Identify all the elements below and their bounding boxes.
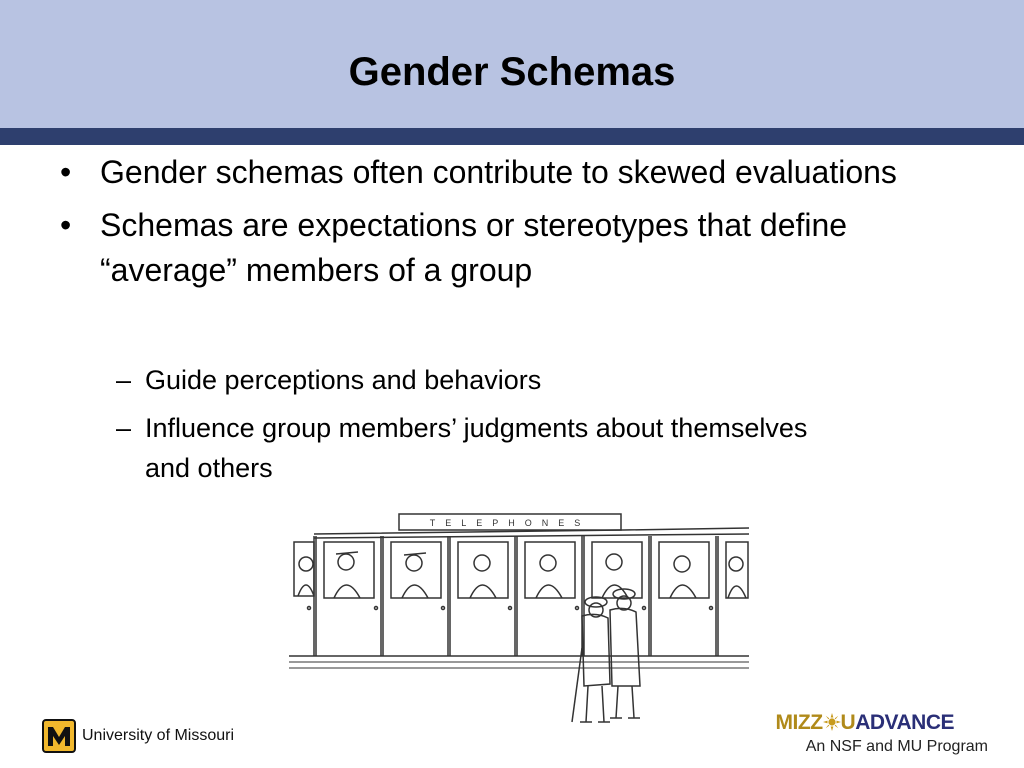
sign-text: TELEPHONES <box>429 518 591 528</box>
sub-bullet-item <box>56 360 956 400</box>
advance-word: ADVANCE <box>855 711 954 734</box>
sunflower-icon <box>823 713 841 731</box>
sub-bullet-item <box>56 408 956 488</box>
university-footer <box>42 718 234 754</box>
bullet-item <box>56 203 956 293</box>
advance-wordmark <box>776 711 954 735</box>
bullet-item <box>56 150 956 195</box>
bullet-marker: • <box>60 154 72 190</box>
slide-title: Gender Schemas <box>348 50 676 94</box>
advance-u: U <box>840 711 856 734</box>
sub-bullet-marker: – <box>116 365 132 395</box>
program-label: An NSF and MU Program <box>805 738 988 755</box>
title-rule <box>0 128 1024 145</box>
mizzou-m-logo-icon <box>42 719 76 753</box>
telephone-booths-cartoon <box>284 508 754 740</box>
bullet-text: Gender schemas often contribute to skewed evaluations <box>100 154 897 190</box>
sub-bullet-marker: – <box>116 413 132 443</box>
university-label: University of Missouri <box>82 727 235 744</box>
bullet-text: Schemas are expectations or stereotypes that define “average” members of a group <box>100 207 848 288</box>
advance-mizz: MIZZ <box>775 711 823 734</box>
sub-bullet-list <box>56 360 956 496</box>
bullet-list <box>56 150 956 301</box>
mizzou-advance-logo <box>775 708 990 764</box>
bullet-marker: • <box>60 207 72 243</box>
sub-bullet-text: Guide perceptions and behaviors <box>145 365 542 395</box>
sub-bullet-text: Influence group members’ judgments about themselves and others <box>145 413 808 483</box>
